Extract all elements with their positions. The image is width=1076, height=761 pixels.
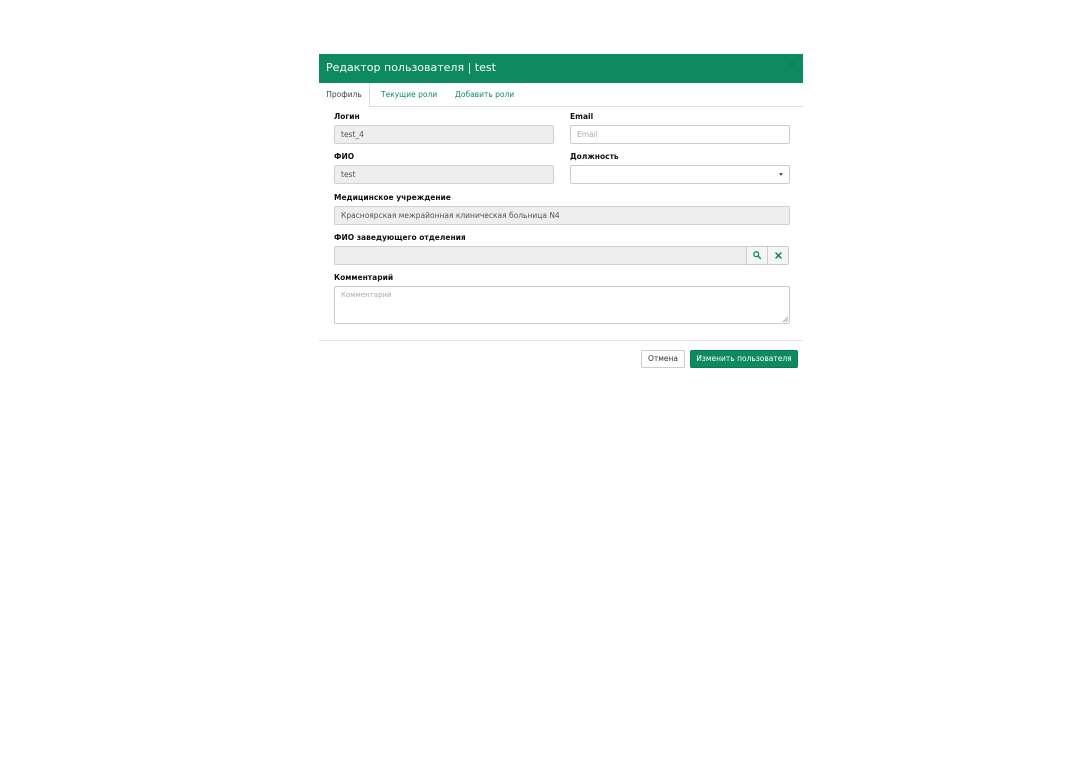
comment-textarea[interactable] <box>334 286 790 324</box>
cancel-button[interactable]: Отмена <box>641 350 685 368</box>
institution-value: Красноярская межрайонная клиническая больница N4 <box>341 211 560 220</box>
head-fio-field[interactable] <box>334 246 747 265</box>
search-button[interactable] <box>746 246 768 265</box>
login-field[interactable] <box>334 125 554 144</box>
email-placeholder: Email <box>577 130 598 139</box>
login-value: test_4 <box>341 130 364 139</box>
modal-header <box>319 54 803 83</box>
chevron-down-icon <box>779 173 783 176</box>
user-editor-modal <box>319 54 803 376</box>
close-icon[interactable]: × <box>786 58 796 71</box>
update-user-button[interactable]: Изменить пользователя <box>690 350 798 368</box>
email-field[interactable] <box>570 125 790 144</box>
comment-label: Комментарий <box>334 273 394 282</box>
fio-value: test <box>341 170 356 179</box>
head-fio-label: ФИО заведующего отделения <box>334 233 466 242</box>
institution-label: Медицинское учреждение <box>334 193 451 202</box>
clear-button[interactable] <box>767 246 789 265</box>
fio-field[interactable] <box>334 165 554 184</box>
comment-placeholder: Комментарий <box>341 291 392 299</box>
institution-field[interactable] <box>334 206 790 225</box>
resize-handle-icon[interactable] <box>782 316 788 322</box>
fio-label: ФИО <box>334 152 355 161</box>
tab-bar <box>319 83 803 107</box>
search-icon <box>753 251 761 259</box>
close-icon <box>775 252 782 259</box>
tab-current-roles[interactable]: Текущие роли <box>381 90 438 99</box>
head-fio-group <box>334 246 790 265</box>
email-label: Email <box>570 112 594 121</box>
footer-divider <box>319 340 803 341</box>
modal-title: Редактор пользователя | test <box>326 61 496 74</box>
position-select[interactable] <box>570 165 790 184</box>
tab-profile[interactable]: Профиль <box>319 83 370 107</box>
position-label: Должность <box>570 152 619 161</box>
tab-add-roles[interactable]: Добавить роли <box>455 90 515 99</box>
login-label: Логин <box>334 112 360 121</box>
